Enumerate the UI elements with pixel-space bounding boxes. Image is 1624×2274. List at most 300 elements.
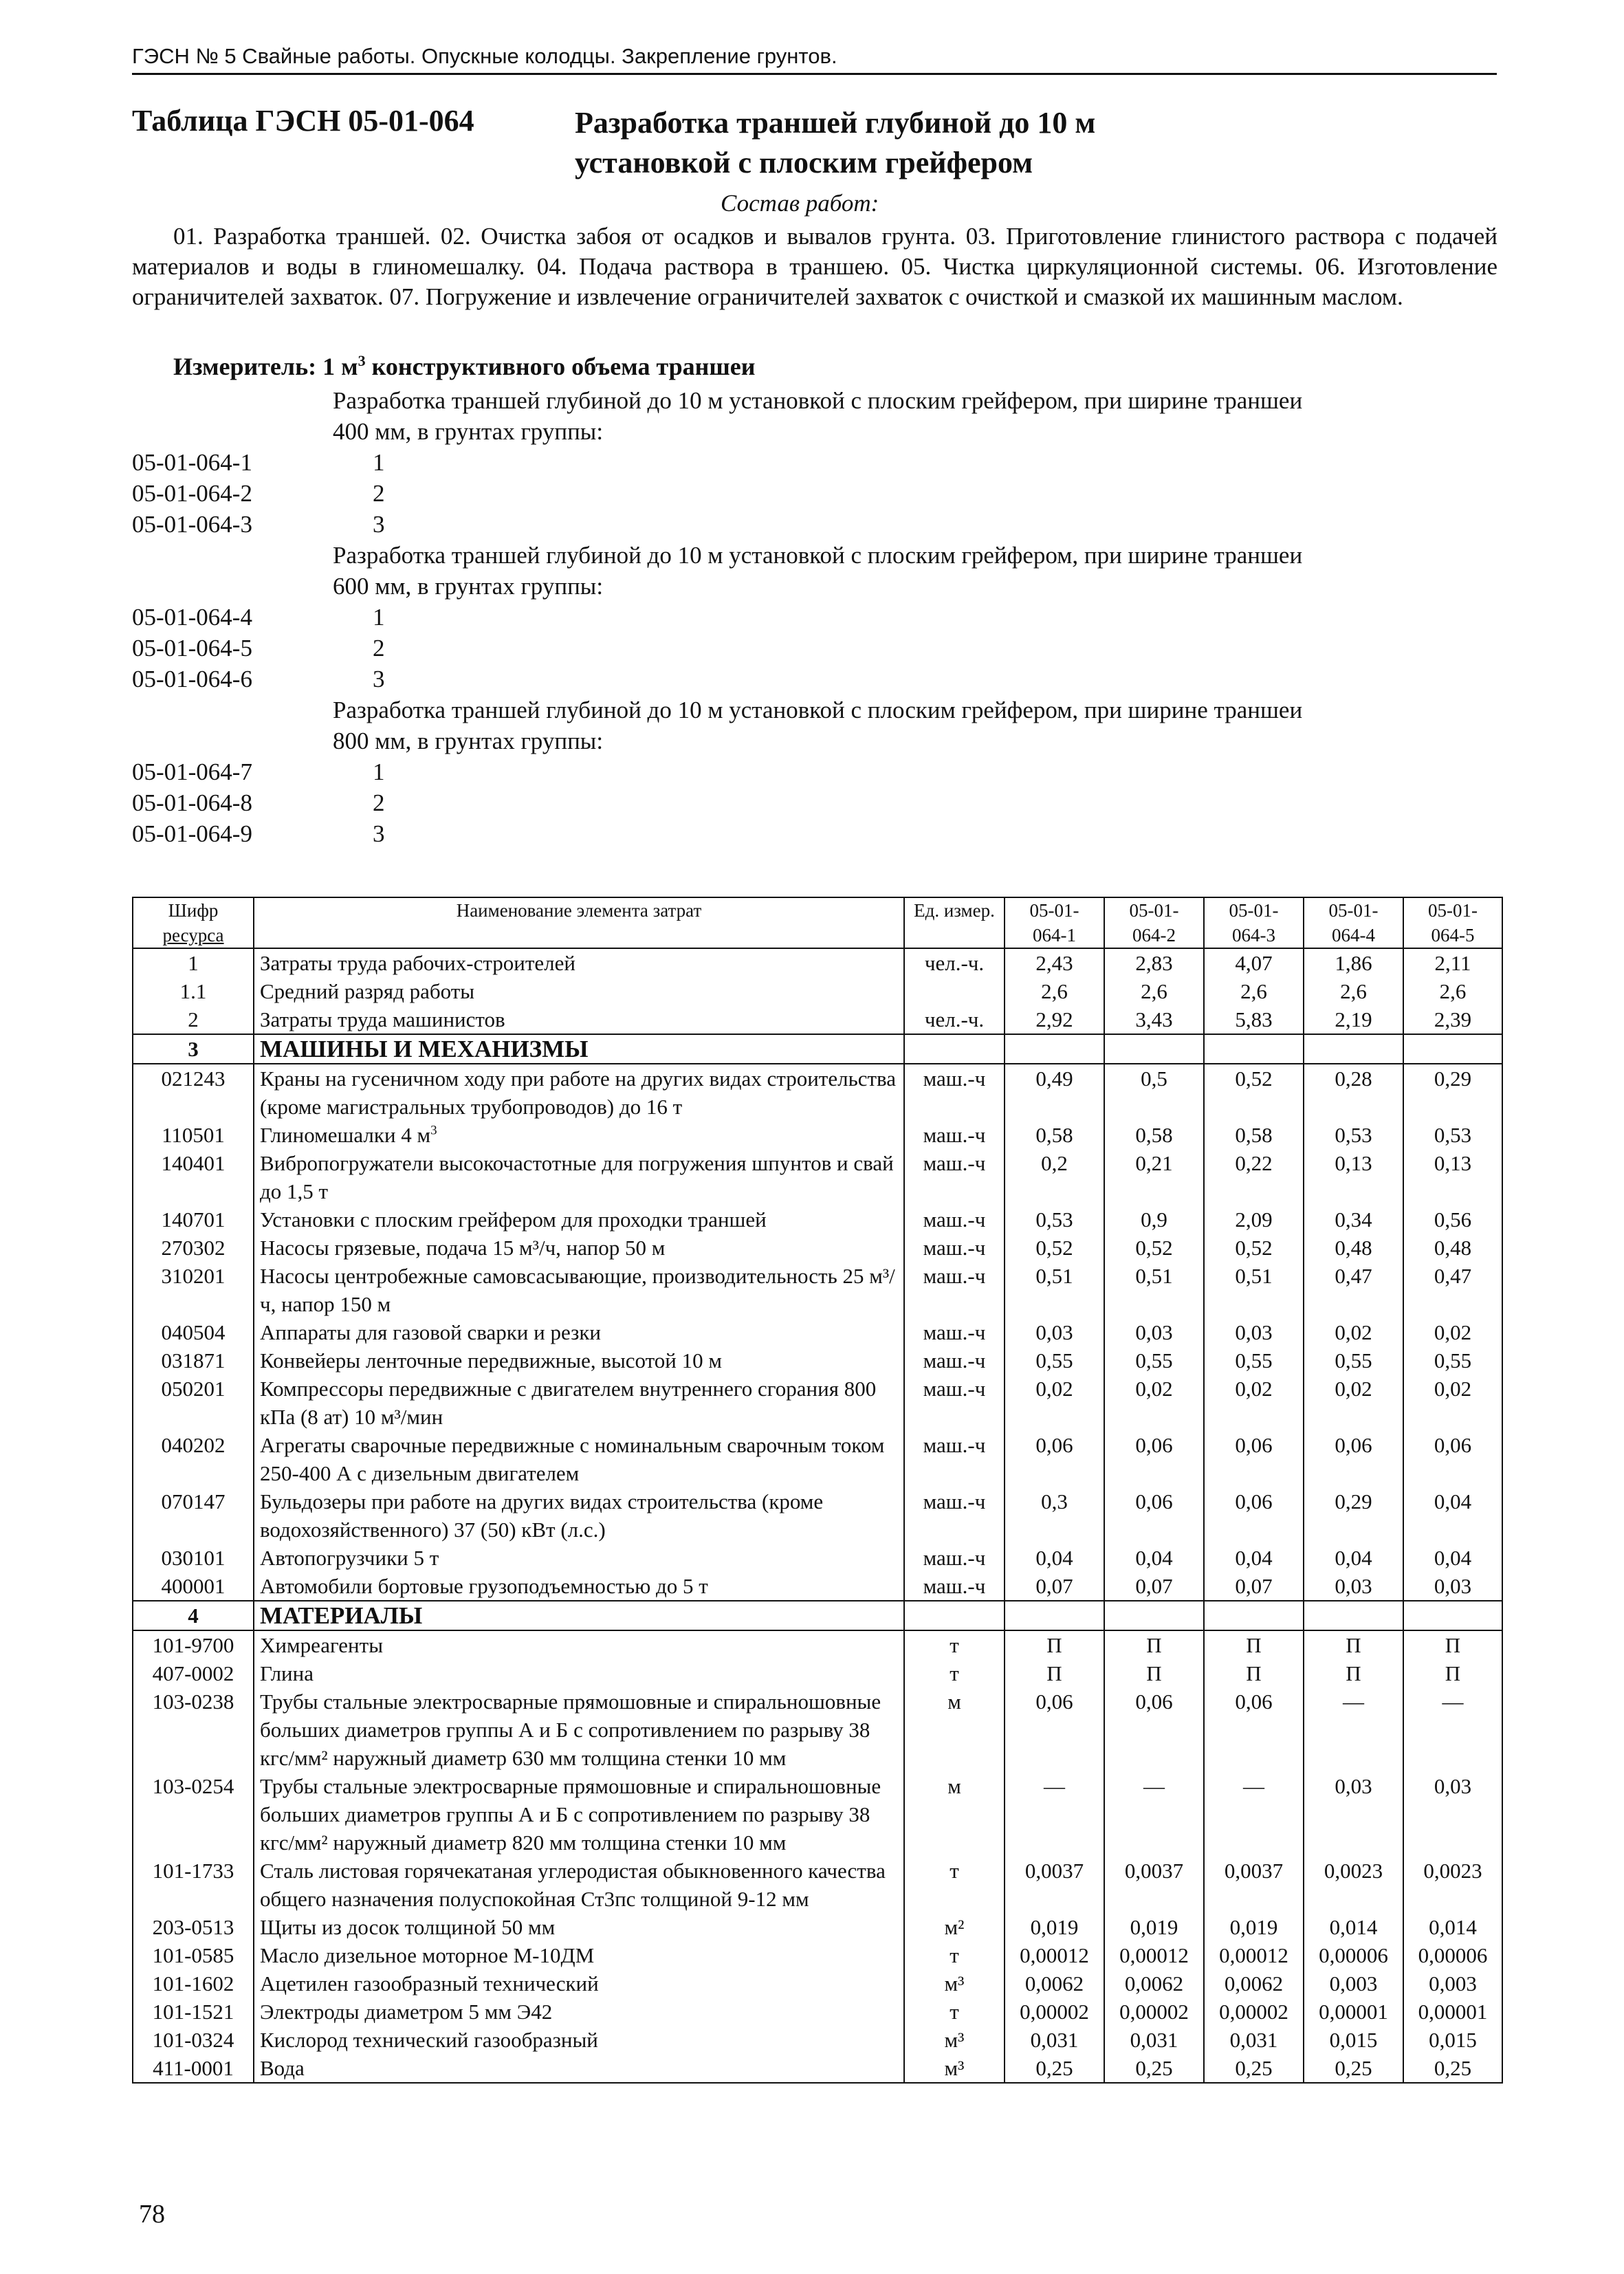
unit-of-measure: м³ <box>904 1969 1005 1998</box>
norm-value-col-1: 0,25 <box>1005 2054 1104 2083</box>
norm-value-col-1: 0,49 <box>1005 1064 1104 1121</box>
table-row <box>133 1318 1502 1346</box>
unit-of-measure <box>904 1034 1005 1064</box>
unit-of-measure: т <box>904 1630 1005 1659</box>
measure-sup: 3 <box>358 352 366 369</box>
resource-name: Краны на гусеничном ходу при работе на других видах строительства (кроме магистральных трубопроводов) до 16 т <box>254 1064 904 1121</box>
norm-value-col-2: 2,6 <box>1104 977 1204 1005</box>
norm-value-col-3: 2,6 <box>1204 977 1304 1005</box>
running-header: ГЭСН № 5 Свайные работы. Опускные колодцы. Закрепление грунтов. <box>132 44 1497 75</box>
norm-value-col-3: П <box>1204 1659 1304 1687</box>
norm-value-col-5: 0,55 <box>1403 1346 1502 1375</box>
norm-value-col-3 <box>1204 1601 1304 1630</box>
table-title-line2: установкой с плоским грейфером <box>575 146 1033 179</box>
resource-name: Насосы центробежные самовсасывающие, производительность 25 м³/ч, напор 150 м <box>254 1262 904 1318</box>
norm-value-col-1: 0,55 <box>1005 1346 1104 1375</box>
norm-value-col-5: 0,00001 <box>1403 1998 1502 2026</box>
work-composition-text: 01. Разработка траншей. 02. Очистка забоя от осадков и вывалов грунта. 03. Приготовление глинистого раствора с подачей материалов и воды в глиномешалку. 04. Подача раствора в траншею. 05. Чистка циркуляционной системы. 06. Изготовление ограничителей захваток. 07. Погружение и извлечение ограничителей захваток с очисткой и смазкой их машинным маслом. <box>132 223 1497 310</box>
resource-code: 030101 <box>133 1544 254 1572</box>
header-code: Шифр ресурса <box>133 897 254 948</box>
resource-code: 101-9700 <box>133 1630 254 1659</box>
soil-group: 3 <box>373 511 385 538</box>
unit-of-measure: маш.-ч <box>904 1064 1005 1121</box>
table-row <box>133 1234 1502 1262</box>
unit-of-measure: т <box>904 1857 1005 1913</box>
table-row <box>133 1544 1502 1572</box>
norm-value-col-1 <box>1005 1034 1104 1064</box>
resource-name: Трубы стальные электросварные прямошовные и спиральношовные больших диаметров группы А и Б с сопротивлением по разрыву 38 кгс/мм² наружный диаметр 630 мм толщина стенки 10 мм <box>254 1687 904 1772</box>
norm-value-col-3 <box>1204 1034 1304 1064</box>
measure-prefix: Измеритель: 1 м <box>173 353 358 380</box>
resource-code: 270302 <box>133 1234 254 1262</box>
norm-value-col-5: 0,29 <box>1403 1064 1502 1121</box>
resource-code: 203-0513 <box>133 1913 254 1941</box>
norm-value-col-2 <box>1104 1601 1204 1630</box>
resource-name: Затраты труда рабочих-строителей <box>254 948 904 977</box>
unit-of-measure: маш.-ч <box>904 1572 1005 1601</box>
norm-value-col-1: 0,58 <box>1005 1121 1104 1149</box>
table-group-row <box>133 1034 1502 1064</box>
norm-value-col-3: 0,55 <box>1204 1346 1304 1375</box>
norm-value-col-1: 0,0062 <box>1005 1969 1104 1998</box>
norm-value-col-1: 2,6 <box>1005 977 1104 1005</box>
norm-value-col-1: 0,53 <box>1005 1205 1104 1234</box>
norm-value-col-4: 0,55 <box>1304 1346 1403 1375</box>
norm-value-col-4: 0,34 <box>1304 1205 1403 1234</box>
table-row <box>133 1572 1502 1601</box>
unit-of-measure: маш.-ч <box>904 1121 1005 1149</box>
section-title-cont: 600 мм, в грунтах группы: <box>333 573 604 600</box>
resource-code: 021243 <box>133 1064 254 1121</box>
group-title: МАШИНЫ И МЕХАНИЗМЫ <box>254 1034 904 1064</box>
norm-value-col-5: 0,25 <box>1403 2054 1502 2083</box>
soil-group: 1 <box>373 449 385 476</box>
norm-value-col-5: 0,03 <box>1403 1572 1502 1601</box>
resource-code: 411-0001 <box>133 2054 254 2083</box>
norm-value-col-2: 0,02 <box>1104 1375 1204 1431</box>
unit-of-measure: маш.-ч <box>904 1318 1005 1346</box>
unit-of-measure: маш.-ч <box>904 1262 1005 1318</box>
section-title: Разработка траншей глубиной до 10 м установкой с плоским грейфером, при ширине траншеи <box>333 387 1303 414</box>
resource-name: Автомобили бортовые грузоподъемностью до 5 т <box>254 1572 904 1601</box>
unit-of-measure: маш.-ч <box>904 1346 1005 1375</box>
norm-code-row <box>132 633 1500 664</box>
unit-of-measure: м³ <box>904 2054 1005 2083</box>
norm-value-col-2: 0,25 <box>1104 2054 1204 2083</box>
norm-code: 05-01-064-5 <box>132 635 252 662</box>
unit-of-measure: маш.-ч <box>904 1149 1005 1205</box>
norm-value-col-5: 0,48 <box>1403 1234 1502 1262</box>
norm-value-col-3: 0,52 <box>1204 1234 1304 1262</box>
unit-of-measure: маш.-ч <box>904 1234 1005 1262</box>
norm-value-col-1: 0,03 <box>1005 1318 1104 1346</box>
norm-value-col-3: 0,00012 <box>1204 1941 1304 1969</box>
norm-value-col-5: 0,56 <box>1403 1205 1502 1234</box>
soil-group: 2 <box>373 480 385 507</box>
norm-value-col-1: 0,00012 <box>1005 1941 1104 1969</box>
norm-value-col-2: 0,52 <box>1104 1234 1204 1262</box>
norm-value-col-5: 2,39 <box>1403 1005 1502 1034</box>
resource-code: 040202 <box>133 1431 254 1487</box>
norm-value-col-2: 0,06 <box>1104 1487 1204 1544</box>
norm-value-col-1: 0,06 <box>1005 1431 1104 1487</box>
norm-code: 05-01-064-4 <box>132 604 252 631</box>
norm-value-col-4: 0,04 <box>1304 1544 1403 1572</box>
table-row <box>133 1205 1502 1234</box>
norm-value-col-4: 0,014 <box>1304 1913 1403 1941</box>
norm-value-col-2: 0,5 <box>1104 1064 1204 1121</box>
norm-code: 05-01-064-3 <box>132 511 252 538</box>
norm-value-col-2: 0,07 <box>1104 1572 1204 1601</box>
table-row <box>133 1857 1502 1913</box>
table-row <box>133 1969 1502 1998</box>
norm-value-col-4: 0,13 <box>1304 1149 1403 1205</box>
norm-code: 05-01-064-1 <box>132 449 252 476</box>
resource-code: 103-0254 <box>133 1772 254 1857</box>
unit-of-measure <box>904 977 1005 1005</box>
norm-value-col-1: 2,43 <box>1005 948 1104 977</box>
norm-value-col-1: 0,04 <box>1005 1544 1104 1572</box>
norm-value-col-2: 0,03 <box>1104 1318 1204 1346</box>
header-col-1: 05-01- 064-1 <box>1005 897 1104 948</box>
norm-value-col-3: 0,06 <box>1204 1487 1304 1544</box>
norm-code-row <box>132 478 1500 509</box>
resource-code: 070147 <box>133 1487 254 1544</box>
norm-value-col-2: 3,43 <box>1104 1005 1204 1034</box>
norm-value-col-5: 0,53 <box>1403 1121 1502 1149</box>
norm-value-col-3: 0,04 <box>1204 1544 1304 1572</box>
norm-value-col-2: 0,51 <box>1104 1262 1204 1318</box>
norm-value-col-4: 2,19 <box>1304 1005 1403 1034</box>
norm-code-row <box>132 756 1500 787</box>
norm-value-col-2: 0,04 <box>1104 1544 1204 1572</box>
work-composition-heading: Состав работ: <box>721 190 879 217</box>
norm-value-col-4: 2,6 <box>1304 977 1403 1005</box>
norm-value-col-1: П <box>1005 1659 1104 1687</box>
header-name: Наименование элемента затрат <box>254 897 904 948</box>
norm-value-col-3: 0,03 <box>1204 1318 1304 1346</box>
norm-value-col-5: П <box>1403 1630 1502 1659</box>
norm-value-col-1: 0,0037 <box>1005 1857 1104 1913</box>
table-row <box>133 1121 1502 1149</box>
norm-value-col-5: 0,0023 <box>1403 1857 1502 1913</box>
table-row <box>133 1659 1502 1687</box>
norm-value-col-1: 0,031 <box>1005 2026 1104 2054</box>
norm-value-col-5: П <box>1403 1659 1502 1687</box>
norm-value-col-4: 0,02 <box>1304 1318 1403 1346</box>
norm-code: 05-01-064-7 <box>132 758 252 785</box>
resource-name: Кислород технический газообразный <box>254 2026 904 2054</box>
norm-value-col-1: 0,3 <box>1005 1487 1104 1544</box>
norm-value-col-4: 0,00006 <box>1304 1941 1403 1969</box>
table-row <box>133 1687 1502 1772</box>
unit-of-measure: т <box>904 1941 1005 1969</box>
norm-code: 05-01-064-6 <box>132 666 252 692</box>
norm-value-col-3: 4,07 <box>1204 948 1304 977</box>
table-row <box>133 1064 1502 1121</box>
norm-value-col-2: 0,06 <box>1104 1431 1204 1487</box>
table-row <box>133 1431 1502 1487</box>
table-code: Таблица ГЭСН 05-01-064 <box>132 104 474 138</box>
norm-value-col-4 <box>1304 1601 1403 1630</box>
norm-value-col-5: 2,6 <box>1403 977 1502 1005</box>
resource-name: Ацетилен газообразный технический <box>254 1969 904 1998</box>
resource-name: Химреагенты <box>254 1630 904 1659</box>
header-col-2: 05-01- 064-2 <box>1104 897 1204 948</box>
norm-value-col-4: 0,015 <box>1304 2026 1403 2054</box>
norm-value-col-2: П <box>1104 1659 1204 1687</box>
resource-name: Средний разряд работы <box>254 977 904 1005</box>
norm-value-col-3: 0,019 <box>1204 1913 1304 1941</box>
resource-code: 101-1521 <box>133 1998 254 2026</box>
norm-value-col-1: 2,92 <box>1005 1005 1104 1034</box>
norm-value-col-3: 0,06 <box>1204 1431 1304 1487</box>
page-number: 78 <box>139 2200 165 2229</box>
group-title: МАТЕРИАЛЫ <box>254 1601 904 1630</box>
norm-value-col-3: 0,06 <box>1204 1687 1304 1772</box>
norm-value-col-2: 0,00002 <box>1104 1998 1204 2026</box>
norm-value-col-5: 2,11 <box>1403 948 1502 977</box>
norm-value-col-1: 0,019 <box>1005 1913 1104 1941</box>
norm-value-col-3: 0,031 <box>1204 2026 1304 2054</box>
resource-name: Сталь листовая горячекатаная углеродистая обыкновенного качества общего назначения полуспокойная Ст3пс толщиной 9-12 мм <box>254 1857 904 1913</box>
norm-value-col-1: 0,02 <box>1005 1375 1104 1431</box>
norm-value-col-2: 0,9 <box>1104 1205 1204 1234</box>
resource-code: 103-0238 <box>133 1687 254 1772</box>
table-row <box>133 948 1502 977</box>
resource-name: Вода <box>254 2054 904 2083</box>
resource-code: 3 <box>133 1034 254 1064</box>
norm-value-col-1 <box>1005 1601 1104 1630</box>
norm-code-row <box>132 787 1500 818</box>
norm-value-col-4: 0,25 <box>1304 2054 1403 2083</box>
norm-value-col-3: 0,02 <box>1204 1375 1304 1431</box>
table-row <box>133 1375 1502 1431</box>
norm-value-col-5: 0,47 <box>1403 1262 1502 1318</box>
norm-value-col-3: 0,00002 <box>1204 1998 1304 2026</box>
norm-value-col-4 <box>1304 1034 1403 1064</box>
measure-unit <box>173 352 755 381</box>
norm-value-col-3: 0,52 <box>1204 1064 1304 1121</box>
table-title <box>575 103 1095 183</box>
resource-code: 040504 <box>133 1318 254 1346</box>
resource-code: 140701 <box>133 1205 254 1234</box>
unit-of-measure: маш.-ч <box>904 1375 1005 1431</box>
norm-code: 05-01-064-9 <box>132 820 252 847</box>
norm-value-col-1: 0,07 <box>1005 1572 1104 1601</box>
resource-name: Вибропогружатели высокочастотные для погружения шпунтов и свай до 1,5 т <box>254 1149 904 1205</box>
norm-value-col-2: 0,031 <box>1104 2026 1204 2054</box>
resource-code: 050201 <box>133 1375 254 1431</box>
resource-name: Масло дизельное моторное М-10ДМ <box>254 1941 904 1969</box>
table-row <box>133 1346 1502 1375</box>
norm-code: 05-01-064-8 <box>132 789 252 816</box>
norm-value-col-4: 0,48 <box>1304 1234 1403 1262</box>
resource-name: Глина <box>254 1659 904 1687</box>
unit-of-measure: м <box>904 1772 1005 1857</box>
resource-code: 2 <box>133 1005 254 1034</box>
norm-value-col-4: П <box>1304 1630 1403 1659</box>
soil-group: 3 <box>373 820 385 847</box>
norm-value-col-2: 0,58 <box>1104 1121 1204 1149</box>
norm-value-col-3: 0,25 <box>1204 2054 1304 2083</box>
norm-value-col-2: 2,83 <box>1104 948 1204 977</box>
resource-code: 031871 <box>133 1346 254 1375</box>
section-title: Разработка траншей глубиной до 10 м установкой с плоским грейфером, при ширине траншеи <box>333 542 1303 569</box>
table-row <box>133 2026 1502 2054</box>
resource-name: Автопогрузчики 5 т <box>254 1544 904 1572</box>
norm-value-col-3: — <box>1204 1772 1304 1857</box>
unit-of-measure: т <box>904 1659 1005 1687</box>
norm-value-col-5: 0,02 <box>1403 1318 1502 1346</box>
resource-name: Бульдозеры при работе на других видах строительства (кроме водохозяйственного) 37 (50) кВт (л.с.) <box>254 1487 904 1544</box>
table-row <box>133 1998 1502 2026</box>
unit-of-measure: м² <box>904 1913 1005 1941</box>
norm-value-col-4: 0,0023 <box>1304 1857 1403 1913</box>
norm-value-col-5 <box>1403 1601 1502 1630</box>
norm-code-row <box>132 602 1500 633</box>
norm-value-col-3: П <box>1204 1630 1304 1659</box>
norm-value-col-4: 0,53 <box>1304 1121 1403 1149</box>
resource-name: Щиты из досок толщиной 50 мм <box>254 1913 904 1941</box>
resource-name: Глиномешалки 4 $м^3$ <box>254 1121 904 1149</box>
table-row <box>133 1487 1502 1544</box>
resource-code: 310201 <box>133 1262 254 1318</box>
norm-value-col-4: 0,28 <box>1304 1064 1403 1121</box>
unit-of-measure: маш.-ч <box>904 1487 1005 1544</box>
resource-name: Электроды диаметром 5 мм Э42 <box>254 1998 904 2026</box>
table-header-row <box>133 897 1502 948</box>
norm-value-col-1: 0,52 <box>1005 1234 1104 1262</box>
unit-of-measure: т <box>904 1998 1005 2026</box>
header-col-3: 05-01- 064-3 <box>1204 897 1304 948</box>
resource-code: 110501 <box>133 1121 254 1149</box>
norm-value-col-5: 0,014 <box>1403 1913 1502 1941</box>
resource-name: Конвейеры ленточные передвижные, высотой 10 м <box>254 1346 904 1375</box>
norm-value-col-4: 0,00001 <box>1304 1998 1403 2026</box>
norm-value-col-5: 0,04 <box>1403 1487 1502 1544</box>
norm-value-col-3: 2,09 <box>1204 1205 1304 1234</box>
norm-value-col-2: 0,0037 <box>1104 1857 1204 1913</box>
table-row <box>133 1913 1502 1941</box>
soil-group: 3 <box>373 666 385 692</box>
norm-value-col-4: 0,06 <box>1304 1431 1403 1487</box>
soil-group: 2 <box>373 789 385 816</box>
norm-value-col-4: 0,02 <box>1304 1375 1403 1431</box>
table-row <box>133 1262 1502 1318</box>
resource-name: Трубы стальные электросварные прямошовные и спиральношовные больших диаметров группы А и Б с сопротивлением по разрыву 38 кгс/мм² наружный диаметр 820 мм толщина стенки 10 мм <box>254 1772 904 1857</box>
soil-group: 2 <box>373 635 385 662</box>
norm-value-col-4: 0,29 <box>1304 1487 1403 1544</box>
soil-group: 1 <box>373 758 385 785</box>
norm-value-col-5: 0,13 <box>1403 1149 1502 1205</box>
soil-group: 1 <box>373 604 385 631</box>
norm-value-col-2: 0,06 <box>1104 1687 1204 1772</box>
norm-value-col-2: 0,21 <box>1104 1149 1204 1205</box>
resource-code: 101-1602 <box>133 1969 254 1998</box>
norm-value-col-4: 0,003 <box>1304 1969 1403 1998</box>
norm-value-col-3: 0,07 <box>1204 1572 1304 1601</box>
header-col-5: 05-01- 064-5 <box>1403 897 1502 948</box>
resource-name: Компрессоры передвижные с двигателем внутреннего сгорания 800 кПа (8 ат) 10 м³/мин <box>254 1375 904 1431</box>
norm-value-col-3: 5,83 <box>1204 1005 1304 1034</box>
table-title-line1: Разработка траншей глубиной до 10 м <box>575 106 1096 140</box>
table-row <box>133 1149 1502 1205</box>
table-group-row <box>133 1601 1502 1630</box>
norm-value-col-1: 0,06 <box>1005 1687 1104 1772</box>
norm-value-col-1: 0,2 <box>1005 1149 1104 1205</box>
norm-value-col-5: 0,04 <box>1403 1544 1502 1572</box>
norm-value-col-5: 0,02 <box>1403 1375 1502 1431</box>
table-row <box>133 1941 1502 1969</box>
norm-value-col-4: 1,86 <box>1304 948 1403 977</box>
norm-value-col-2: — <box>1104 1772 1204 1857</box>
norm-value-col-3: 0,0062 <box>1204 1969 1304 1998</box>
norm-value-col-2: 0,019 <box>1104 1913 1204 1941</box>
norm-value-col-2: 0,0062 <box>1104 1969 1204 1998</box>
norm-value-col-2: 0,55 <box>1104 1346 1204 1375</box>
unit-of-measure: м <box>904 1687 1005 1772</box>
norm-code-row <box>132 447 1500 478</box>
norm-code-row <box>132 664 1500 695</box>
norm-code-row <box>132 509 1500 540</box>
norm-value-col-1: 0,00002 <box>1005 1998 1104 2026</box>
norm-code: 05-01-064-2 <box>132 480 252 507</box>
unit-of-measure: маш.-ч <box>904 1544 1005 1572</box>
norm-value-col-4: 0,47 <box>1304 1262 1403 1318</box>
norm-value-col-3: 0,0037 <box>1204 1857 1304 1913</box>
table-row <box>133 2054 1502 2083</box>
norm-value-col-5: 0,00006 <box>1403 1941 1502 1969</box>
norm-sections <box>132 385 1500 849</box>
table-body <box>133 948 1502 2083</box>
resource-name: Установки с плоским грейфером для проходки траншей <box>254 1205 904 1234</box>
resource-code: 4 <box>133 1601 254 1630</box>
header-col-4: 05-01- 064-4 <box>1304 897 1403 948</box>
resource-name: Затраты труда машинистов <box>254 1005 904 1034</box>
section-title-cont: 400 мм, в грунтах группы: <box>333 418 604 445</box>
norm-value-col-3: 0,22 <box>1204 1149 1304 1205</box>
table-row <box>133 977 1502 1005</box>
norm-value-col-5: 0,03 <box>1403 1772 1502 1857</box>
resource-name: Агрегаты сварочные передвижные с номинальным сварочным током 250-400 А с дизельным двигателем <box>254 1431 904 1487</box>
norm-value-col-5 <box>1403 1034 1502 1064</box>
resource-code: 101-1733 <box>133 1857 254 1913</box>
unit-of-measure: маш.-ч <box>904 1431 1005 1487</box>
norm-value-col-1: 0,51 <box>1005 1262 1104 1318</box>
resource-table <box>132 897 1503 2084</box>
norm-value-col-2 <box>1104 1034 1204 1064</box>
norm-value-col-4: П <box>1304 1659 1403 1687</box>
unit-of-measure: чел.-ч. <box>904 1005 1005 1034</box>
resource-code: 1 <box>133 948 254 977</box>
resource-name: Насосы грязевые, подача 15 м³/ч, напор 50 м <box>254 1234 904 1262</box>
norm-value-col-5: — <box>1403 1687 1502 1772</box>
norm-value-col-4: 0,03 <box>1304 1572 1403 1601</box>
norm-value-col-2: 0,00012 <box>1104 1941 1204 1969</box>
unit-of-measure: чел.-ч. <box>904 948 1005 977</box>
norm-value-col-3: 0,51 <box>1204 1262 1304 1318</box>
resource-code: 1.1 <box>133 977 254 1005</box>
norm-value-col-4: 0,03 <box>1304 1772 1403 1857</box>
section-title: Разработка траншей глубиной до 10 м установкой с плоским грейфером, при ширине траншеи <box>333 697 1303 723</box>
resource-code: 101-0585 <box>133 1941 254 1969</box>
norm-value-col-5: 0,06 <box>1403 1431 1502 1487</box>
norm-value-col-5: 0,003 <box>1403 1969 1502 1998</box>
table-row <box>133 1630 1502 1659</box>
norm-code-row <box>132 818 1500 849</box>
section-title-cont: 800 мм, в грунтах группы: <box>333 728 604 754</box>
